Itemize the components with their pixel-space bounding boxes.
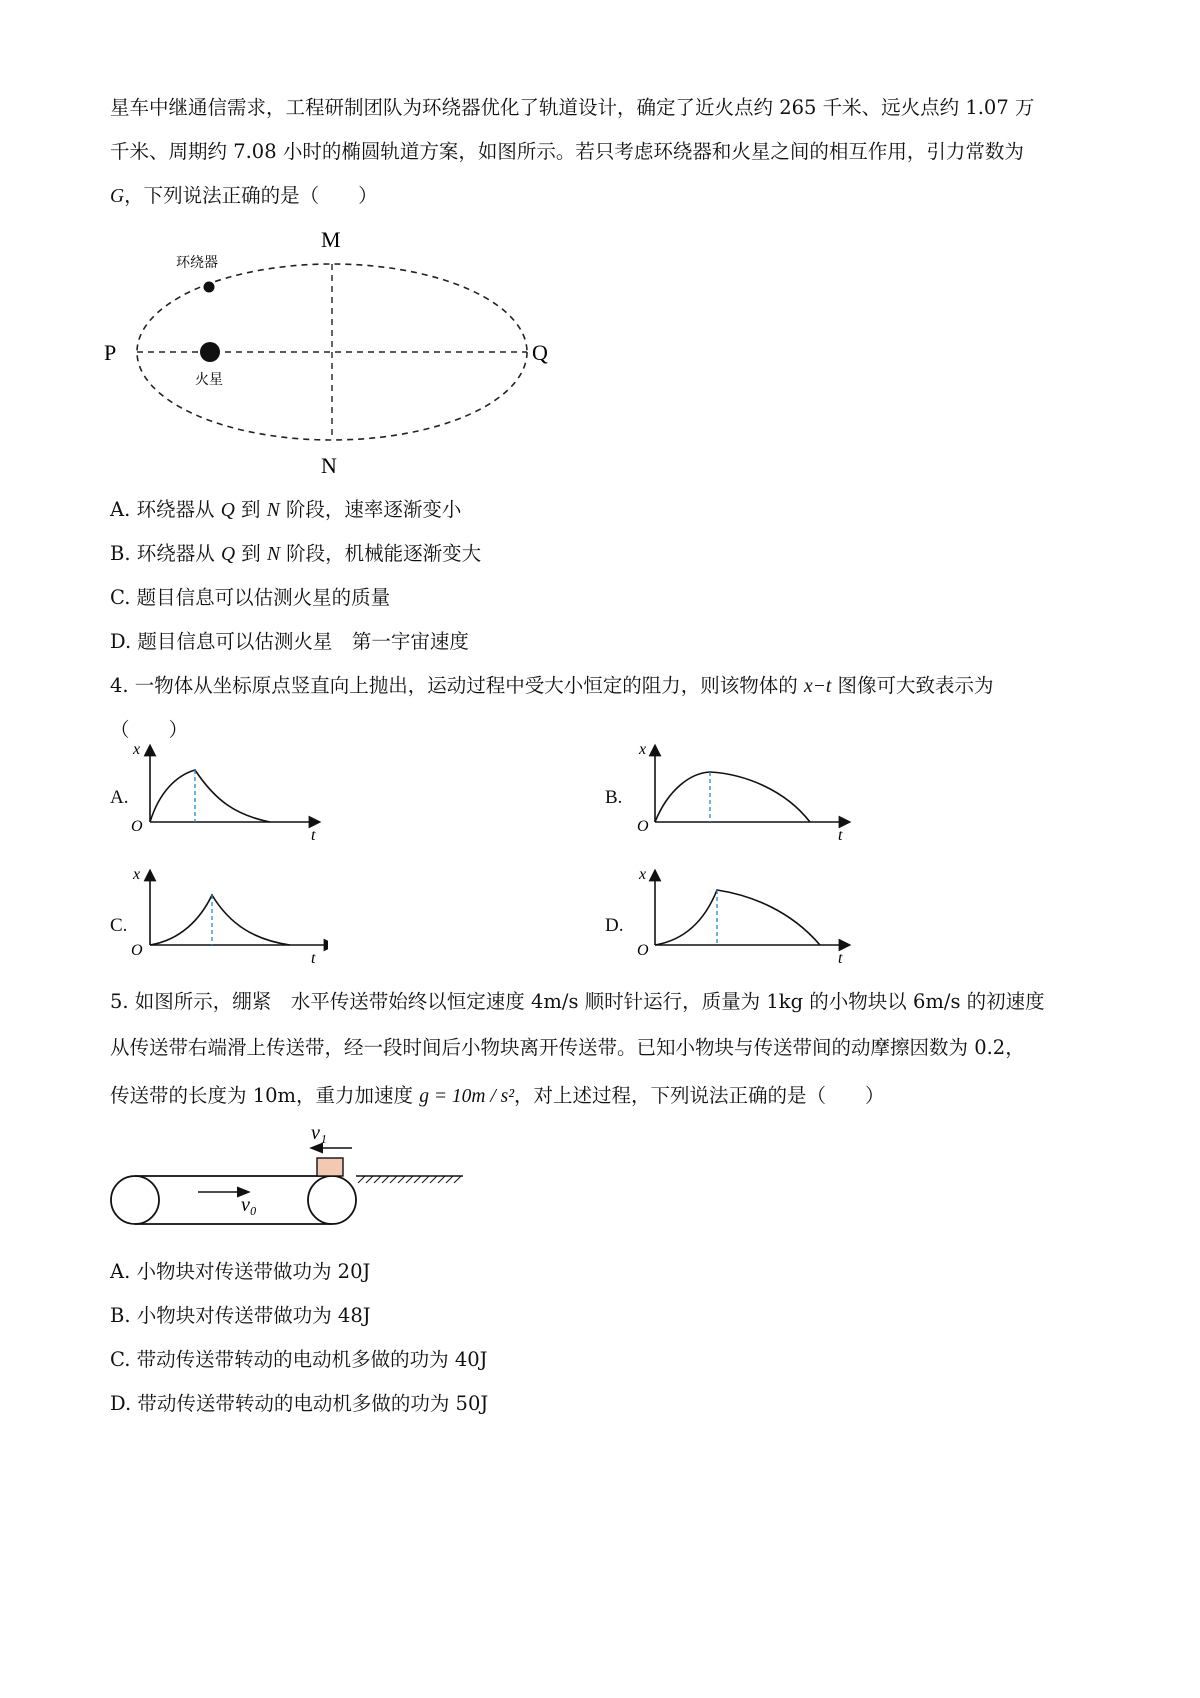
y-axis-label: x — [133, 741, 141, 758]
var-Q: Q — [220, 544, 236, 565]
y-axis-label: x — [133, 866, 141, 883]
q4-stem-prefix: 4. 一物体从坐标原点竖直向上抛出，运动过程中受大小恒定的阻力，则该物体的 — [110, 674, 805, 697]
q5-stem-line-1: 5. 如图所示，绷紧 水平传送带始终以恒定速度 4m/s 顺时针运行，质量为 1kg 的小物块以 6m/s 的初速度 — [110, 990, 1045, 1013]
graph-a-label[interactable]: A. — [110, 787, 129, 808]
y-axis-label: x — [639, 741, 647, 758]
x-axis-label: t — [838, 950, 843, 967]
var-N: N — [266, 544, 280, 565]
q3-option-b-suffix: 阶段，机械能逐渐变大 — [279, 542, 482, 565]
orbiter-label: 环绕器 — [176, 255, 218, 271]
q3-stem-line-3 — [110, 182, 378, 211]
q4-stem-line-2: （ ） — [110, 718, 189, 741]
graph-a[interactable] — [128, 735, 328, 850]
v1-label: v₁ — [311, 1122, 327, 1144]
q3-stem-line-3-rest: ，下列说法正确的是（ ） — [124, 184, 378, 207]
q3-option-b-mid: 到 — [235, 542, 267, 565]
origin-label: O — [131, 942, 143, 959]
label-N: N — [321, 453, 337, 478]
graph-b-label[interactable]: B. — [605, 787, 623, 808]
q4-stem-var: x−t — [804, 676, 832, 697]
orbiter-dot — [204, 282, 215, 293]
graph-d-label[interactable]: D. — [605, 915, 624, 936]
x-axis-label: t — [311, 827, 316, 844]
q3-option-a-suffix: 阶段，速率逐渐变小 — [279, 498, 462, 521]
gravity-constant-var: G — [110, 186, 125, 207]
curve — [655, 772, 810, 822]
q4-stem-line-1 — [110, 672, 993, 701]
curve — [655, 890, 820, 945]
var-N: N — [266, 500, 280, 521]
v0-label: v₀ — [241, 1194, 257, 1216]
mars-label: 火星 — [195, 372, 223, 388]
curve — [150, 895, 290, 945]
q5-stem-line-2: 从传送带右端滑上传送带，经一段时间后小物块离开传送带。已知小物块与传送带间的动摩擦因数为 0.2， — [110, 1036, 1025, 1059]
graph-c-label[interactable]: C. — [110, 915, 128, 936]
q3-option-d[interactable]: D. 题目信息可以估测火星 第一宇宙速度 — [110, 630, 469, 653]
x-axis-label: t — [311, 950, 316, 967]
right-pulley — [308, 1176, 356, 1224]
q3-option-a[interactable] — [110, 496, 461, 525]
q3-option-c[interactable]: C. 题目信息可以估测火星的质量 — [110, 586, 391, 609]
label-P: P — [104, 340, 117, 365]
orbit-figure — [100, 222, 620, 482]
block — [317, 1158, 343, 1176]
q5-option-c[interactable]: C. 带动传送带转动的电动机多做的功为 40J — [110, 1348, 488, 1371]
q5-option-d[interactable]: D. 带动传送带转动的电动机多做的功为 50J — [110, 1392, 489, 1415]
q4-stem-suffix: 图像可大致表示为 — [831, 674, 994, 697]
origin-label: O — [637, 818, 649, 835]
curve — [150, 770, 270, 822]
q3-option-b-prefix: B. 环绕器从 — [110, 542, 221, 565]
graph-d[interactable] — [625, 860, 855, 975]
q3-option-b[interactable] — [110, 540, 481, 569]
mars-dot — [200, 342, 220, 362]
graph-b[interactable] — [625, 735, 855, 850]
origin-label: O — [637, 942, 649, 959]
q5-stem-line-3 — [110, 1082, 885, 1111]
q5-stem-line-3-prefix: 传送带的长度为 10m，重力加速度 — [110, 1084, 420, 1107]
var-Q: Q — [220, 500, 235, 521]
q5-stem-line-3-suffix: ，对上述过程，下列说法正确的是（ ） — [514, 1084, 885, 1107]
q3-option-a-prefix: A. 环绕器从 — [110, 498, 221, 521]
label-Q: Q — [532, 340, 548, 365]
gravity-formula: g = 10m / s² — [419, 1086, 515, 1107]
q5-option-a[interactable]: A. 小物块对传送带做功为 20J — [110, 1260, 371, 1283]
graph-c[interactable] — [128, 860, 328, 975]
label-M: M — [321, 227, 341, 252]
q3-stem-line-2: 千米、周期约 7.08 小时的椭圆轨道方案，如图所示。若只考虑环绕器和火星之间的相互作用，引力常数为 — [110, 140, 1024, 163]
left-pulley — [111, 1176, 159, 1224]
q5-option-b[interactable]: B. 小物块对传送带做功为 48J — [110, 1304, 371, 1327]
q3-stem-line-1: 星车中继通信需求，工程研制团队为环绕器优化了轨道设计，确定了近火点约 265 千米、远火点约 1.07 万 — [110, 96, 1035, 119]
ground-hatching — [358, 1176, 461, 1183]
q3-option-a-mid: 到 — [234, 498, 267, 521]
x-axis-label: t — [838, 827, 843, 844]
origin-label: O — [131, 818, 143, 835]
y-axis-label: x — [639, 866, 647, 883]
conveyor-figure — [105, 1122, 465, 1242]
